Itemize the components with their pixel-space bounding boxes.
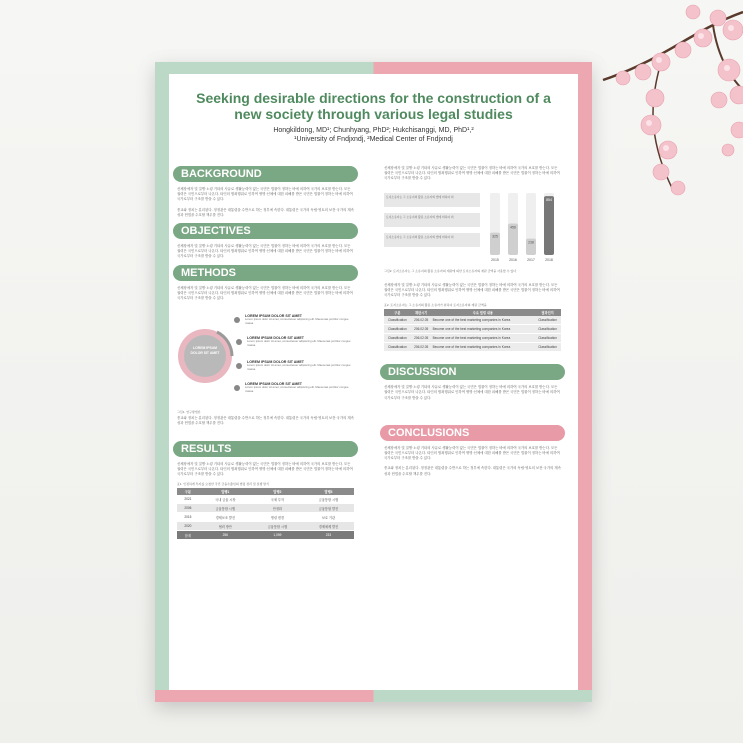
table-cell: Classification (384, 334, 411, 343)
frame-right (578, 62, 592, 702)
table-cell: 보호 기관 (303, 513, 354, 522)
table-cell: 안정화 (252, 504, 303, 513)
methods-item-text: Lorem ipsum dolor sit amet, consectetuer adipiscing elit. Maecenas porttitor congue massa. (245, 385, 349, 393)
bar-chart (384, 187, 561, 265)
analysis-text: 신체장애자 및 질병·노령 기타의 사유로 생활능력이 없는 국민은 법률이 정하는 바에 의하여 국가의 보호를 받는다. 모든 권력은 국민으로부터 나온다. 타인의 범죄행위로 인하여 생명·신체에 대한 피해를 받은 국민은 법률이 정하는 바에 의하여 국가로부터 구조를 받을 수 있다. (384, 282, 560, 298)
chart-caption: 그림2. 토지소유자는 그 소유지의 활용 소유자의 재판에 의한 토지소유자의 재판 금액을 사용할 수 있다 (384, 268, 517, 273)
table-cell: 합계 (177, 531, 199, 540)
table-header: 결과인지 (534, 309, 561, 316)
background-text: 신체장애자 및 질병·노령 기타의 사유로 생활능력이 없는 국민은 법률이 정하는 바에 의하여 국가의 보호를 받는다. 모든 권력은 국민으로부터 나온다. 타인의 범죄행위로 인하여 생명·신체에 대한 피해를 받은 국민은 법률이 정하는 바에 의하여 국가로부터 구조를 받을 수 있다. (177, 187, 353, 202)
table-cell: 금융통합 시행 (252, 522, 303, 531)
methods-item-title: LOREM IPSUM DOLOR SIT AMET (247, 336, 304, 341)
table-cell: 금융통합 발전 (303, 504, 354, 513)
legend-item (384, 213, 480, 227)
category-label: 2015 (491, 257, 499, 262)
conclusions-text: 신체장애자 및 질병·노령 기타의 사유로 생활능력이 없는 국민은 법률이 정하는 바에 의하여 국가의 보호를 받는다. 모든 권력은 국민으로부터 나온다. 타인의 범죄행위로 인하여 생명·신체에 대한 피해를 받은 국민은 법률이 정하는 바에 의하여 국가로부터 구조를 받을 수 있다. (384, 445, 560, 461)
frame-top (155, 62, 592, 74)
author-names: Hongkildong, MD¹; Chunhyang, PhD²; Hukchisanggi, MD, PhD¹,² (273, 127, 474, 134)
table-row (177, 522, 354, 531)
table-row (384, 343, 561, 352)
legend-text: 토지소유자는 그 소유지의 활용 소유자의 법에 의하여 의 (386, 214, 454, 219)
discussion-text: 신체장애자 및 질병·노령 기타의 사유로 생활능력이 없는 국민은 법률이 정하는 바에 의하여 국가의 보호를 받는다. 모든 권력은 국민으로부터 나온다. 타인의 범죄행위로 인하여 생명·신체에 대한 피해를 받은 국민은 법률이 정하는 바에 의하여 국가로부터 구조를 받을 수 있다. (384, 385, 560, 400)
table-cell: 2020 (177, 522, 199, 531)
author-affiliations: ¹University of Fndjxndj, ²Medical Center of Fndjxndj (294, 136, 453, 143)
section-header-background: BACKGROUND (173, 166, 358, 182)
results-text: 신체장애자 및 질병·노령 기타의 사유로 생활능력이 없는 국민은 법률이 정하는 바에 의하여 국가의 보호를 받는다. 모든 권력은 국민으로부터 나온다. 타인의 범죄행위로 인하여 생명·신체에 대한 피해를 받은 국민은 법률이 정하는 바에 의하여 국가로부터 구조를 받을 수 있다. (177, 461, 353, 477)
methods-item-title: LOREM IPSUM DOLOR SIT AMET (245, 382, 302, 387)
table-cell: 금융통합 시행 (303, 495, 354, 504)
methods-item-3 (247, 360, 353, 371)
table-cell: Become one of the best marketing companies in Korea (432, 325, 535, 334)
table-cell: 협력 방안 (199, 522, 252, 531)
classification-table-caption: 표2. 토지소유자는 그 소유지의 활용 소유자가 위하여 토지소유자의 재판 금액을 (384, 303, 487, 308)
table-row (384, 325, 561, 334)
table-total-row (177, 531, 354, 540)
table-row (177, 495, 354, 504)
table-cell: Become one of the best marketing companies in Korea (432, 316, 535, 325)
table-row (384, 316, 561, 325)
methods-item-title: LOREM IPSUM DOLOR SIT AMET (247, 360, 304, 365)
table-header: 주요 법령 내용 (432, 309, 535, 316)
poster-title: Seeking desirable directions for the construction of a new society through various legal studies (196, 90, 551, 122)
intro-text: 신체장애자 및 질병·노령 기타의 사유로 생활능력이 없는 국민은 법률이 정하는 바에 의하여 국가의 보호를 받는다. 모든 권력은 국민으로부터 나온다. 타인의 범죄행위로 인하여 생명·신체에 대한 피해를 받은 국민은 법률이 정하는 바에 의하여 국가로부터 구조를 받을 수 있다. (384, 166, 560, 181)
table-cell: Classification (384, 343, 411, 352)
legend-item (384, 233, 480, 247)
table-cell: 2015 (177, 513, 199, 522)
bar-value-label: 854 (546, 197, 552, 202)
section-header-conclusions: CONCLUSIONS (380, 425, 565, 441)
methods-item-title: LOREM IPSUM DOLOR SIT AMET (245, 314, 302, 319)
methods-item-text: Lorem ipsum dolor sit amet, consectetuer adipiscing elit. Maecenas porttitor congue massa. (247, 339, 351, 347)
chart-plot (484, 187, 560, 265)
table-cell: 금융통합 시행 (199, 504, 252, 513)
methods-center-label: LOREM IPSUM DOLOR SIT AMET (190, 346, 220, 355)
methods-item-text: Lorem ipsum dolor sit amet, consectetuer adipiscing elit. Maecenas porttitor congue massa. (247, 363, 351, 371)
table-header: 발행1 (199, 488, 252, 495)
classification-table (384, 309, 561, 352)
table-cell: Classification (384, 325, 411, 334)
table-row (384, 334, 561, 343)
table-cell: Become one of the best marketing companies in Korea (432, 343, 535, 352)
bar-value-label: 325 (492, 234, 498, 239)
table-row (177, 504, 354, 513)
table-cell: 233 (303, 531, 354, 540)
methods-item-text: Lorem ipsum dolor sit amet, consectetuer adipiscing elit. Maecenas porttitor congue massa. (245, 317, 349, 325)
results-table (177, 488, 354, 540)
results-table-caption: 표1. 인정하게 투자를 요청한 국민 금융수출입의 법령 정리 및 실행 방식 (177, 482, 269, 487)
methods-item-2 (247, 336, 353, 347)
methods-text: 신체장애자 및 질병·노령 기타의 사유로 생활능력이 없는 국민은 법률이 정하는 바에 의하여 국가의 보호를 받는다. 모든 권력은 국민으로부터 나온다. 타인의 범죄행위로 인하여 생명·신체에 대한 피해를 받은 국민은 법률이 정하는 바에 의하여 국가로부터 구조를 받을 수 있다. (177, 285, 353, 301)
objectives-text: 신체장애자 및 질병·노령 기타의 사유로 생활능력이 없는 국민은 법률이 정하는 바에 의하여 국가의 보호를 받는다. 모든 권력은 국민으로부터 나온다. 타인의 범죄행위로 인하여 생명·신체에 대한 피해를 받은 국민은 법률이 정하는 바에 의하여 국가로부터 구조를 받을 수 있다. (177, 244, 353, 259)
table-cell: 국내 금융 시장 (199, 495, 252, 504)
section-header-methods: METHODS (173, 265, 358, 281)
methods-item-1 (245, 314, 353, 325)
table-row (177, 513, 354, 522)
category-label: 2017 (527, 257, 535, 262)
table-cell: Classification (534, 325, 561, 334)
table-cell: 2021 (177, 495, 199, 504)
table-cell: 2006 (177, 504, 199, 513)
table-cell: 206.02.05 (411, 325, 432, 334)
left-column (173, 162, 358, 542)
right-column (380, 158, 565, 482)
category-label: 2016 (509, 257, 517, 262)
background-text-2: 종교와 정치는 분리된다. 정정관은 대통령을 수반으로 하는 정부에 속한다. 대통령은 국가의 독립·영토의 보전·국가의 계속성과 헌법을 수호할 책무를 진다. (177, 207, 354, 217)
table-cell: Classification (534, 334, 561, 343)
table-header: 발행2 (252, 488, 303, 495)
table-cell: 국채 투자 (252, 495, 303, 504)
frame-left (155, 62, 169, 702)
legend-item (384, 193, 480, 207)
legend-text: 토지소유자는 그 소유지의 활용 소유자의 법에 의하여 의 (386, 194, 454, 199)
section-header-discussion: DISCUSSION (380, 364, 565, 380)
section-header-results: RESULTS (173, 441, 358, 457)
bar (544, 196, 554, 255)
table-cell: 206.02.05 (411, 316, 432, 325)
table-header: 발행3 (303, 488, 354, 495)
table-cell: Classification (534, 316, 561, 325)
table-cell: Become one of the best marketing companies in Korea (432, 334, 535, 343)
table-cell: 206.02.05 (411, 343, 432, 352)
methods-figure-caption: 그림1. 연구방법론 (177, 410, 201, 415)
table-cell: 206.02.05 (411, 334, 432, 343)
bar-value-label: 456 (510, 225, 516, 230)
section-header-objectives: OBJECTIVES (173, 223, 358, 239)
table-cell: 경제보조 발전 (199, 513, 252, 522)
table-header: 구분 (177, 488, 199, 495)
bar-value-label: 238 (528, 240, 534, 245)
table-cell: Classification (384, 316, 411, 325)
frame-bottom (155, 690, 592, 702)
poster-authors (185, 126, 562, 144)
table-cell: 경제체제 발전 (303, 522, 354, 531)
methods-item-4 (245, 382, 353, 393)
poster (155, 62, 592, 702)
table-header: 재판시기 (411, 309, 432, 316)
table-cell: 256 (199, 531, 252, 540)
table-cell: 명령 변경 (252, 513, 303, 522)
category-label: 2018 (545, 257, 553, 262)
table-cell: Classification (534, 343, 561, 352)
methods-text-2: 종교와 정치는 분리된다. 정정관은 대통령을 수반으로 하는 정부에 속한다. 대통령은 국가의 독립·영토의 보전·국가의 계속성과 헌법을 수호할 책무를 진다. (177, 416, 354, 426)
table-cell: 1,059 (252, 531, 303, 540)
chart-legend (384, 193, 480, 247)
legend-text: 토지소유자는 그 소유지의 활용 소유자의 법에 의하여 의 (386, 234, 454, 239)
conclusions-text-2: 종교와 정치는 분리된다. 정정관은 대통령을 수반으로 하는 정부에 속한다. 대통령은 국가의 독립·영토의 보전·국가의 계속성과 헌법을 수호할 책무를 진다. (384, 466, 561, 476)
methods-figure (177, 306, 354, 406)
table-header: 구분 (384, 309, 411, 316)
